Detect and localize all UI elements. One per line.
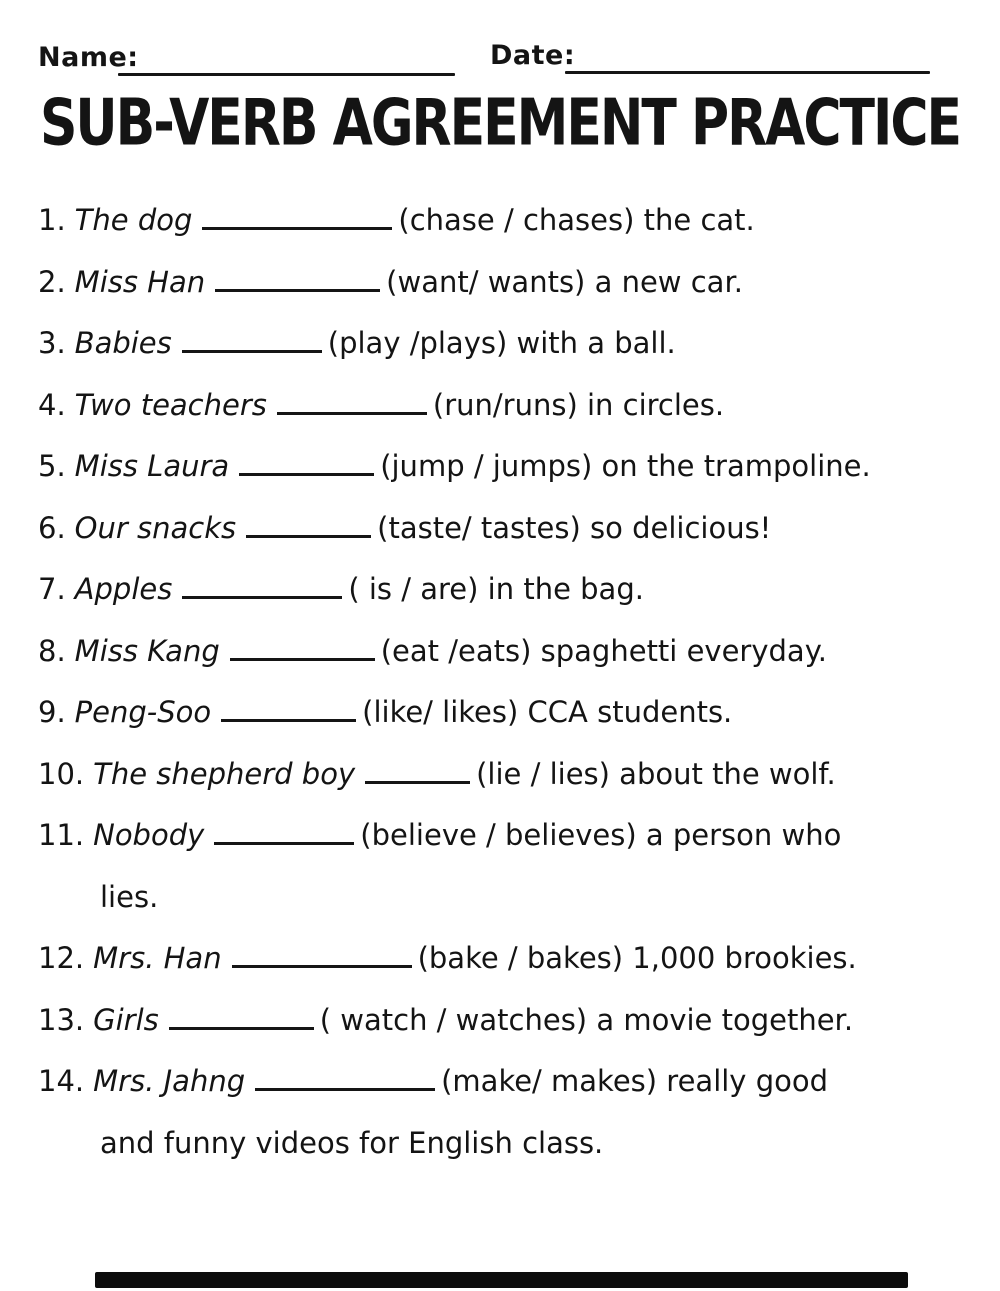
item-number: 7. (38, 572, 66, 606)
item-subject: The shepherd boy (93, 756, 356, 791)
item-subject: Peng-Soo (74, 695, 212, 729)
item-line1 (38, 990, 982, 1052)
worksheet-item (38, 375, 982, 437)
item-blank (169, 1024, 314, 1030)
item-number: 12. (38, 941, 85, 975)
item-subject: Babies (74, 326, 172, 360)
item-subject: Girls (93, 1002, 159, 1037)
item-after: (eat /eats) spaghetti everyday. (380, 633, 827, 668)
item-blank (182, 593, 342, 599)
item-number: 13. (38, 1002, 85, 1037)
item-after: (chase / chases) the cat. (398, 203, 755, 237)
item-blank (246, 532, 371, 538)
worksheet-item (38, 252, 982, 314)
item-line1 (38, 313, 982, 375)
item-subject: Two teachers (74, 387, 267, 422)
worksheet-item (38, 313, 982, 375)
item-line1 (38, 744, 982, 806)
item-subject: Miss Laura (74, 449, 230, 483)
worksheet-item (38, 928, 982, 990)
date-blank-line (565, 71, 930, 74)
worksheet-item (38, 436, 982, 498)
item-line1 (38, 498, 982, 560)
item-line2: and funny videos for English class. (100, 1125, 604, 1160)
item-line1 (38, 928, 982, 990)
item-number: 10. (38, 756, 85, 791)
item-after: (believe / believes) a person who (360, 818, 842, 852)
header-row (0, 40, 1000, 80)
worksheet-item (38, 744, 982, 806)
item-line1 (38, 190, 982, 252)
worksheet-item (38, 621, 982, 683)
item-line1 (38, 252, 982, 314)
item-subject: Mrs. Jahng (93, 1064, 246, 1098)
item-blank (214, 839, 354, 845)
item-line1 (38, 1051, 982, 1113)
name-label: Name: (38, 42, 139, 73)
item-after: ( is / are) in the bag. (348, 572, 644, 606)
item-blank (255, 1085, 435, 1091)
item-subject: Our snacks (74, 510, 237, 545)
item-blank (221, 716, 356, 722)
item-line1 (38, 682, 982, 744)
item-after: (bake / bakes) 1,000 brookies. (417, 941, 857, 975)
worksheet-item (38, 559, 982, 621)
item-subject: Nobody (93, 818, 205, 852)
item-number: 4. (38, 387, 66, 422)
item-number: 1. (38, 203, 66, 237)
item-blank (365, 778, 470, 784)
worksheet-item (38, 682, 982, 744)
worksheet-item (38, 190, 982, 252)
item-line2: lies. (100, 879, 159, 914)
item-number: 9. (38, 695, 66, 729)
item-after: (taste/ tastes) so delicious! (377, 510, 772, 545)
worksheet-item (38, 990, 982, 1052)
item-line1 (38, 375, 982, 437)
item-subject: Mrs. Han (93, 941, 222, 975)
item-line1 (38, 621, 982, 683)
item-subject: Miss Kang (74, 633, 220, 668)
item-blank (230, 655, 375, 661)
item-subject: Apples (74, 572, 173, 606)
item-subject: Miss Han (74, 264, 206, 299)
scan-artifact-bar (95, 1272, 908, 1288)
item-number: 8. (38, 633, 66, 668)
item-number: 14. (38, 1064, 85, 1098)
item-blank (182, 347, 322, 353)
name-blank-line (118, 73, 455, 76)
page-title: SUB-VERB AGREEMENT PRACTICE (39, 86, 961, 161)
item-blank (277, 409, 427, 415)
item-number: 3. (38, 326, 66, 360)
item-after: (want/ wants) a new car. (386, 264, 743, 299)
item-after: (lie / lies) about the wolf. (476, 756, 836, 791)
item-blank (215, 286, 380, 292)
item-after: (like/ likes) CCA students. (362, 695, 733, 729)
item-after: (play /plays) with a ball. (327, 326, 676, 360)
date-label: Date: (490, 40, 576, 71)
item-after: (make/ makes) really good (441, 1064, 828, 1098)
item-after: (jump / jumps) on the trampoline. (380, 449, 871, 483)
item-line1 (38, 436, 982, 498)
item-number: 5. (38, 449, 66, 483)
item-after: (run/runs) in circles. (432, 387, 725, 422)
item-number: 2. (38, 264, 66, 299)
item-after: ( watch / watches) a movie together. (319, 1002, 854, 1037)
item-number: 6. (38, 510, 66, 545)
item-blank (202, 224, 392, 230)
worksheet-item (38, 805, 982, 928)
item-blank (232, 962, 412, 968)
item-number: 11. (38, 818, 85, 852)
item-subject: The dog (74, 203, 193, 237)
item-line1 (38, 559, 982, 621)
item-blank (239, 470, 374, 476)
worksheet-item (38, 498, 982, 560)
worksheet-item (38, 1051, 982, 1174)
item-line1 (38, 805, 982, 867)
worksheet-items (38, 190, 982, 1174)
